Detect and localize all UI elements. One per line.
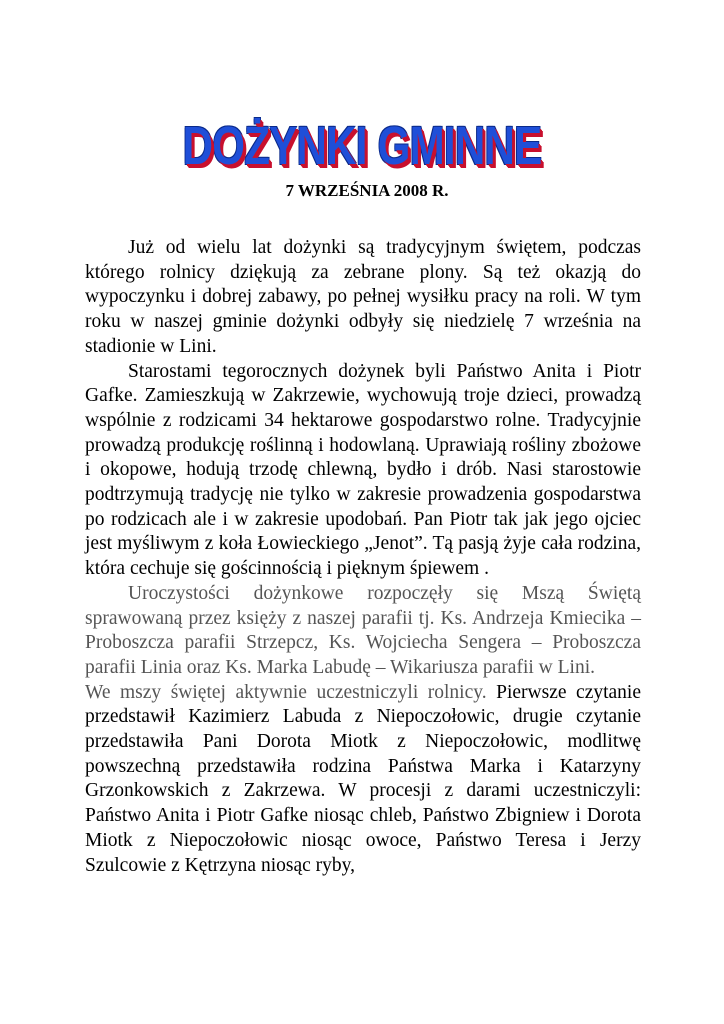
article-body (85, 236, 641, 878)
document-title: DOŻYNKI GMINNE (182, 116, 542, 176)
paragraph-intro: Już od wielu lat dożynki są tradycyjnym świętem, podczas którego rolnicy dziękują za zebrane plony. Są też okazją do wypoczynku i dobrej zabawy, po pełnej wysiłku pracy na roli. W tym roku w naszej gminie dożynki odbyły się niedzielę 7 września na stadionie w Lini. (85, 237, 641, 357)
title-container (0, 117, 724, 175)
paragraph-starostowie: Starostami tegorocznych dożynek byli Państwo Anita i Piotr Gafke. Zamieszkują w Zakrzewie, wychowują troje dzieci, prowadzą wspólnie z rodzicami 34 hektarowe gospodarstwo rolne. Tradycyjnie prowadzą produkcję roślinną i hodowlaną. Uprawiają rośliny zbożowe i okopowe, hodują trzodę chlewną, bydło i drób. Nasi starostowie podtrzymują tradycję nie tylko w zakresie prowadzenia gospodarstwa po rodzicach ale i w zakresie upodobań. Pan Piotr tak jak jego ojciec jest myśliwym z koła Łowieckiego „Jenot”. Tą pasją żyje cała rodzina, która cechuje się gościnnością i pięknym śpiewem . (85, 360, 641, 580)
paragraph-msza-lead: We mszy świętej aktywnie uczestniczyli rolnicy. (85, 681, 487, 703)
paragraph-msza (85, 681, 641, 879)
paragraph-msza-rest: Pierwsze czytanie przedstawił Kazimierz Labuda z Niepoczołowic, drugie czytanie przedstawiła Pani Dorota Miotk z Niepoczołowic, modlitwę powszechną przedstawiła rodzina Państwa Marka i Katarzyny Grzonkowskich z Zakrzewa. W procesji z darami uczestniczyli: Państwo Anita i Piotr Gafke niosąc chleb, Państwo Zbigniew i Dorota Miotk z Niepoczołowic niosąc owoce, Państwo Teresa i Jerzy Szulcowie z Kętrzyna niosąc ryby, (85, 681, 641, 876)
paragraph-uroczystosci: Uroczystości dożynkowe rozpoczęły się Mszą Świętą sprawowaną przez księży z naszej parafii tj. Ks. Andrzeja Kmiecika – Proboszcza parafii Strzepcz, Ks. Wojciecha Sengera – Proboszcza parafii Linia oraz Ks. Marka Labudę – Wikariusza parafii w Lini. (85, 582, 641, 678)
event-date: 7 WRZEŚNIA 2008 R. (285, 181, 449, 200)
